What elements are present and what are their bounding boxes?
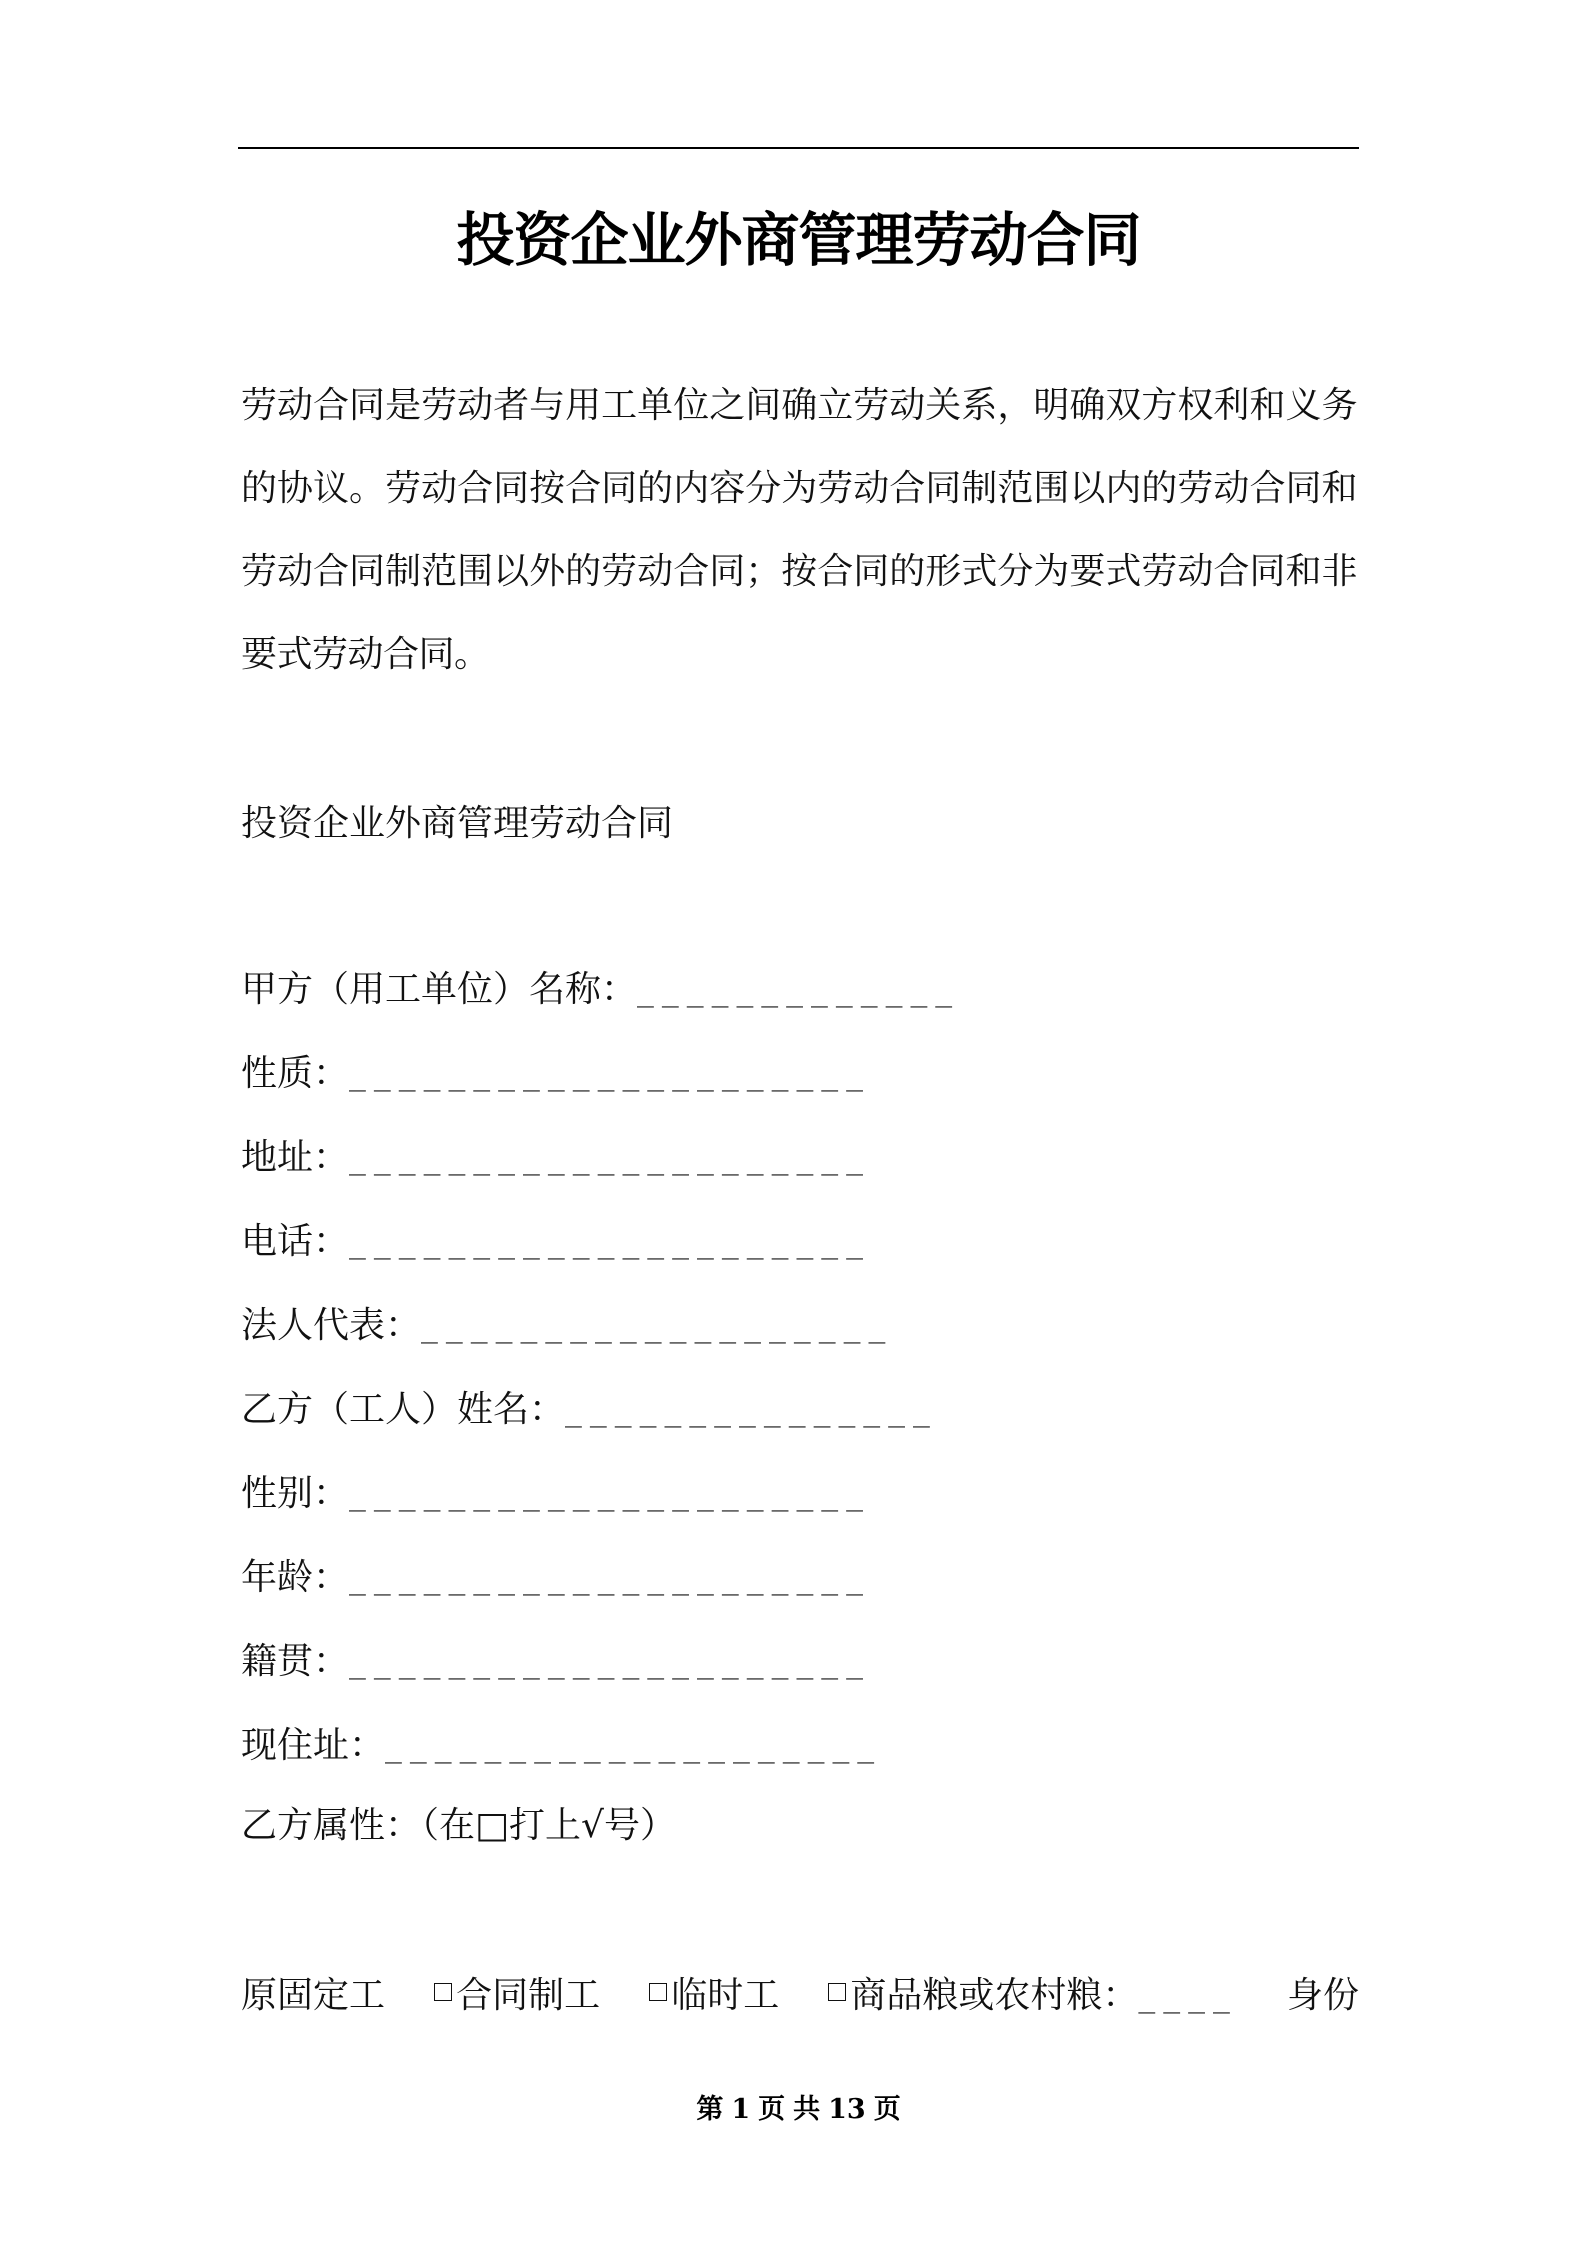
- document-title: 投资企业外商管理劳动合同: [456, 206, 1141, 274]
- checkbox-icon[interactable]: [649, 1983, 667, 2001]
- field-label: 乙方（工人）姓名：: [241, 1389, 566, 1430]
- form-fields: [241, 948, 1361, 1788]
- field-blank[interactable]: ____________________: [385, 1731, 883, 1764]
- field-label: 地址：: [241, 1137, 350, 1178]
- field-blank[interactable]: _____________________: [349, 1227, 872, 1260]
- field-label: 电话：: [241, 1221, 350, 1262]
- field-address: [241, 1116, 1361, 1200]
- field-label: 性质：: [241, 1053, 350, 1094]
- field-gender: [241, 1452, 1361, 1536]
- field-blank[interactable]: _______________: [565, 1395, 938, 1428]
- field-label: 年龄：: [241, 1557, 350, 1598]
- field-phone: [241, 1200, 1361, 1284]
- footer-total-pages: 13: [828, 2094, 866, 2125]
- field-blank[interactable]: ___________________: [421, 1311, 894, 1344]
- field-blank[interactable]: _____________________: [349, 1479, 872, 1512]
- field-blank[interactable]: _____________________: [349, 1563, 872, 1596]
- footer-total-word: 共: [793, 2094, 821, 2125]
- field-blank[interactable]: _____________________: [349, 1647, 872, 1680]
- footer-page-unit: 页: [758, 2094, 786, 2125]
- field-age: [241, 1536, 1361, 1620]
- header-rule: [238, 147, 1359, 149]
- option-label: 临时工: [671, 1975, 780, 2016]
- field-label: 性别：: [241, 1473, 350, 1514]
- footer-page-word: 第: [696, 2094, 724, 2125]
- field-current-address: [241, 1704, 1361, 1788]
- checkbox-icon[interactable]: [434, 1983, 452, 2001]
- option-label: 原固定工: [241, 1975, 386, 2016]
- field-label: 甲方（用工单位）名称：: [241, 969, 638, 1010]
- field-label: 现住址：: [241, 1725, 386, 1766]
- footer-total-unit: 页: [873, 2094, 901, 2125]
- option-label: 合同制工: [456, 1975, 601, 2016]
- field-party-a-name: [241, 948, 1361, 1032]
- field-label: 法人代表：: [241, 1305, 422, 1346]
- page-footer: [238, 2090, 1359, 2130]
- option-contract-worker: [434, 1954, 600, 2038]
- option-original-fixed-worker: [241, 1954, 385, 2038]
- intro-paragraph: 劳动合同是劳动者与用工单位之间确立劳动关系，明确双方权利和义务的协议。劳动合同按合同的内容分为劳动合同制范围以内的劳动合同和劳动合同制范围以外的劳动合同；按合同的形式分为要式劳动合同和非要式劳动合同。: [241, 385, 1357, 675]
- field-label: 籍贯：: [241, 1641, 350, 1682]
- field-blank[interactable]: _____________________: [349, 1059, 872, 1092]
- option-grain-type: [828, 1954, 1237, 2040]
- section-subtitle: 投资企业外商管理劳动合同: [241, 803, 674, 844]
- field-blank[interactable]: _____________: [637, 975, 961, 1008]
- option-label: 商品粮或农村粮：: [850, 1975, 1139, 2016]
- footer-current-page: 1: [731, 2094, 751, 2125]
- field-party-b-name: [241, 1368, 1361, 1452]
- option-identity: [1287, 1954, 1359, 2038]
- option-blank[interactable]: ____: [1138, 1981, 1238, 2014]
- attribute-options: [241, 1954, 1359, 2040]
- field-nature: [241, 1032, 1361, 1116]
- option-label: 身份: [1286, 1975, 1359, 2016]
- party-b-attribute-label: 乙方属性：（在□打上√号）: [241, 1805, 676, 1846]
- field-native-place: [241, 1620, 1361, 1704]
- option-temporary-worker: [649, 1954, 779, 2038]
- field-blank[interactable]: _____________________: [349, 1143, 872, 1176]
- checkbox-icon[interactable]: [828, 1983, 846, 2001]
- field-legal-representative: [241, 1284, 1361, 1368]
